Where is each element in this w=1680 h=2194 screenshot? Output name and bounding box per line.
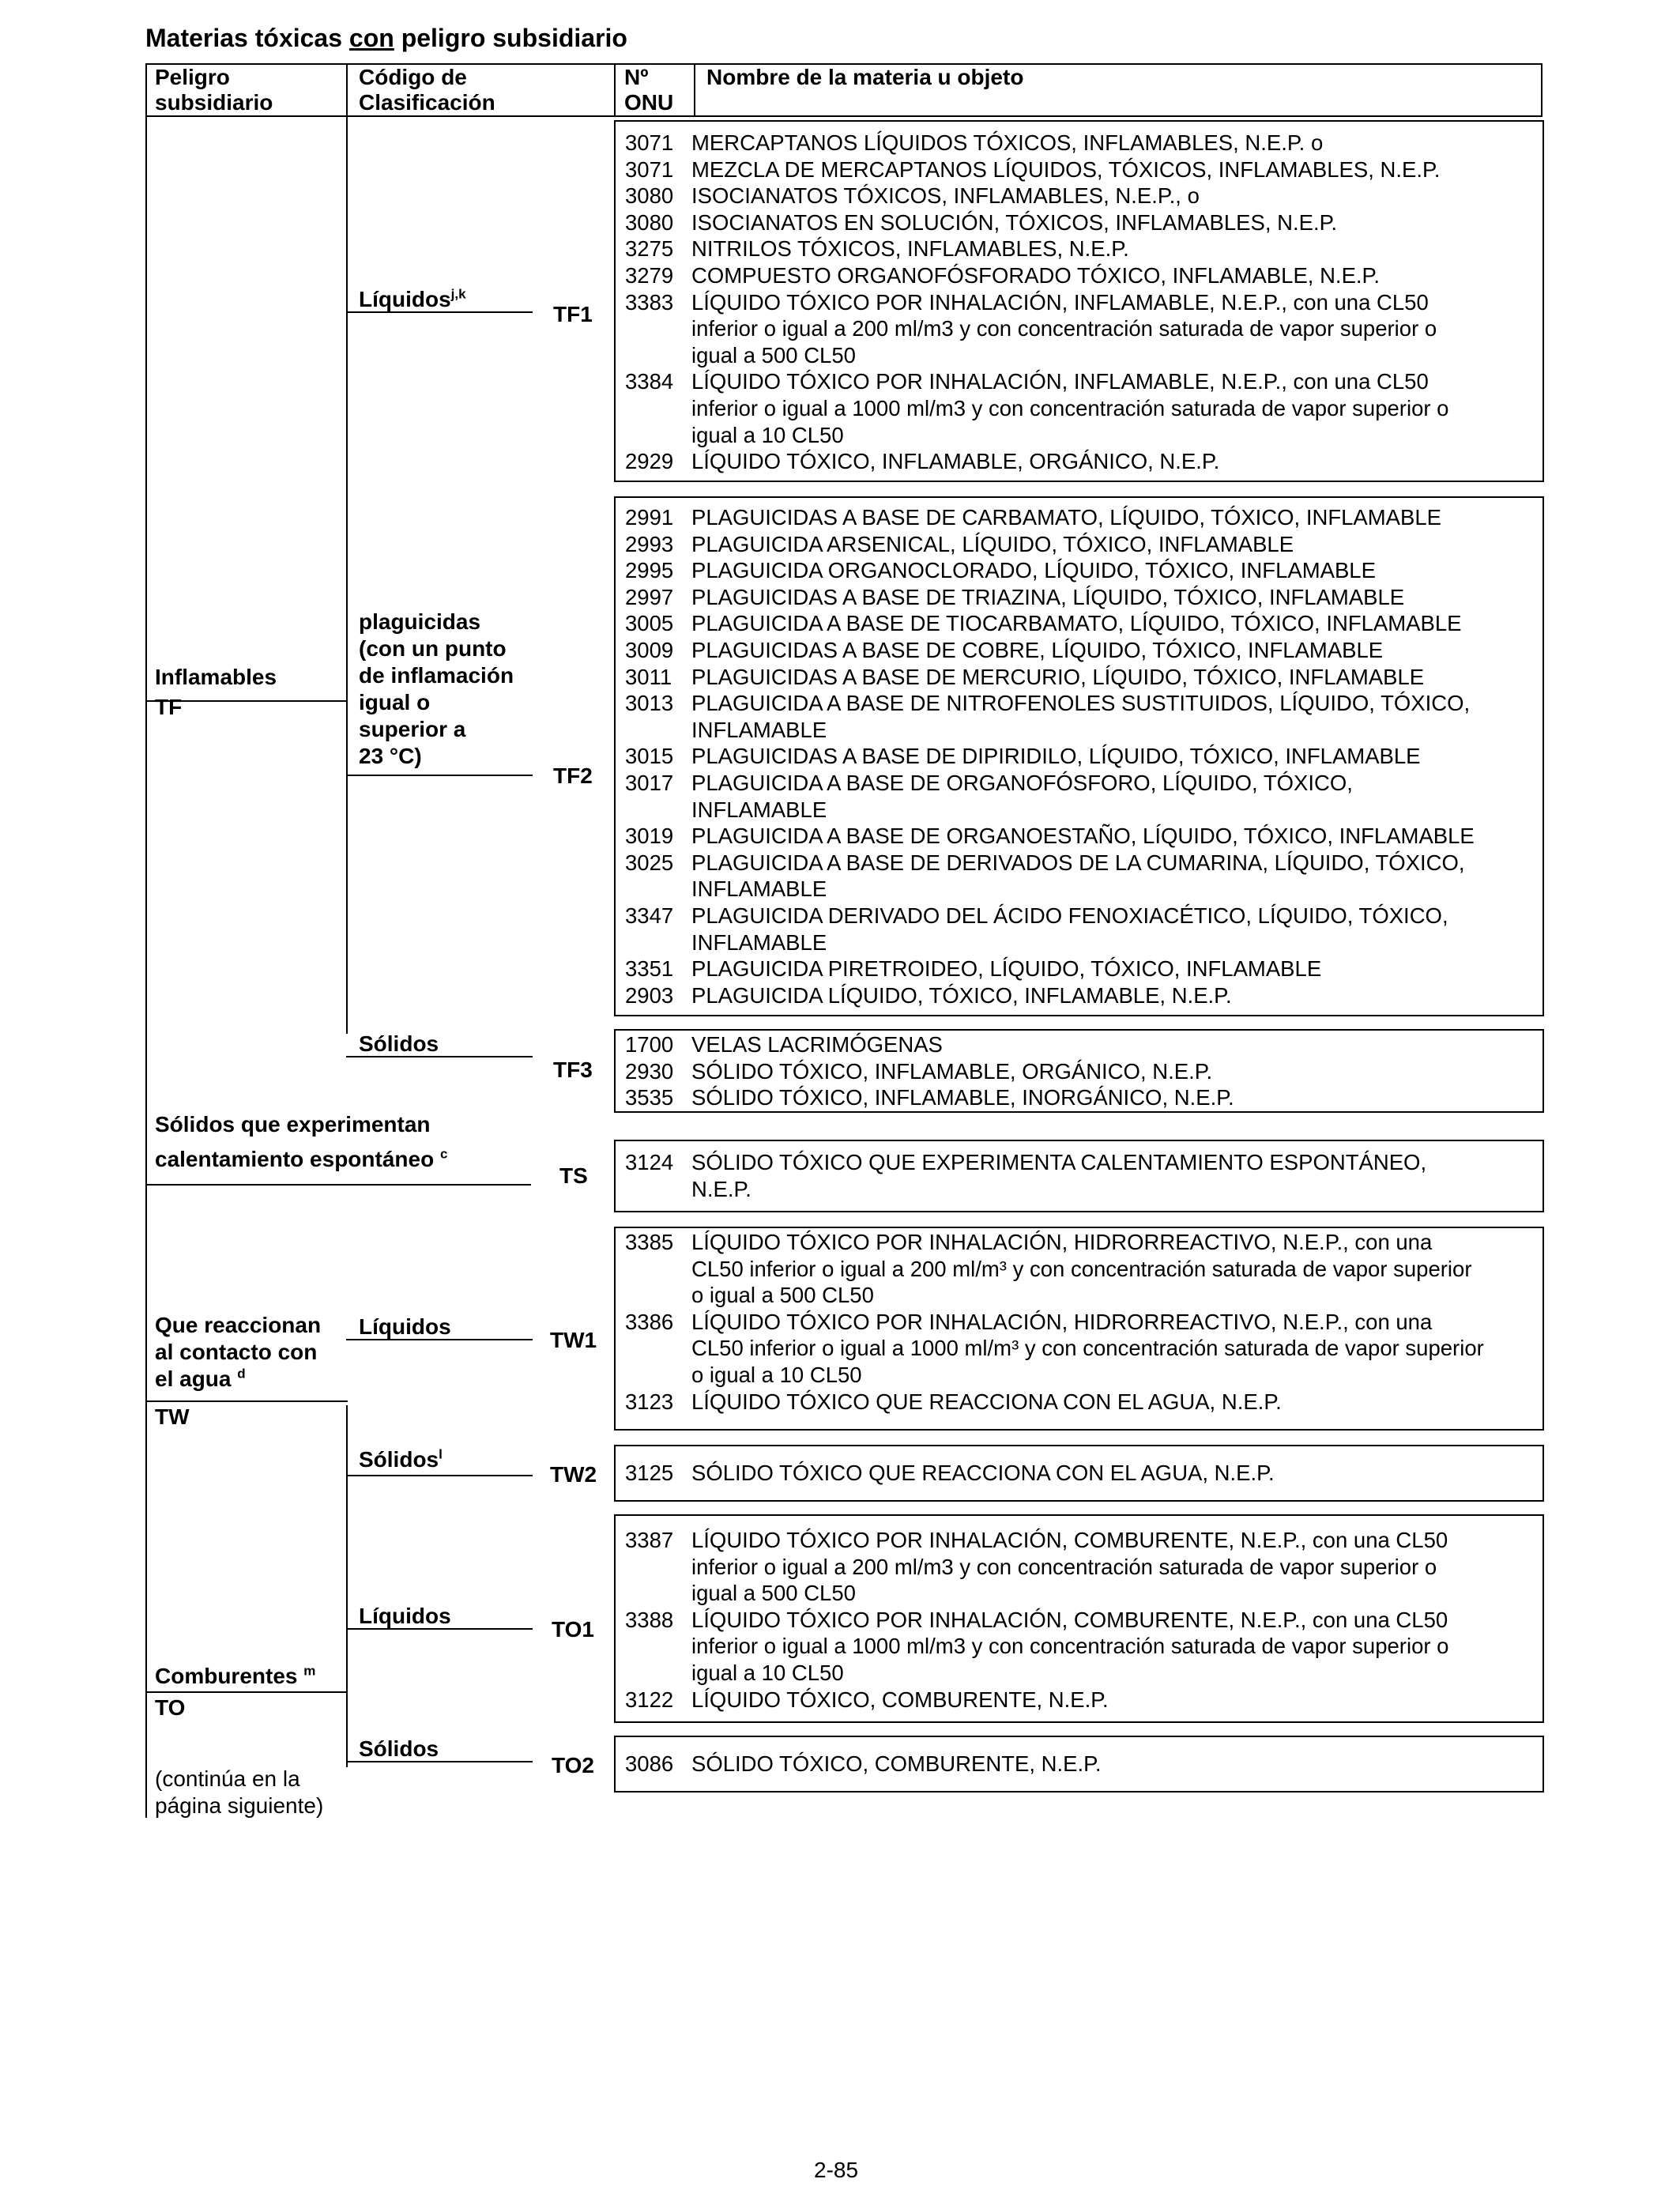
- un-number: 3011: [625, 664, 672, 689]
- substance-name: PLAGUICIDA A BASE DE TIOCARBAMATO, LÍQUIDO, TÓXICO, INFLAMABLE: [691, 611, 1462, 636]
- un-number: 3275: [625, 236, 674, 262]
- un-number: 3071: [625, 156, 674, 182]
- substance-name: inferior o igual a 1000 ml/m3 y con concentración saturada de vapor superior o: [691, 1634, 1449, 1659]
- un-number: 3388: [625, 1607, 674, 1632]
- group-box-tf3: [614, 1029, 1544, 1113]
- header-nombre: Nombre de la materia u objeto: [706, 65, 1024, 89]
- substance-name: INFLAMABLE: [691, 717, 827, 742]
- un-number: 2993: [625, 531, 674, 556]
- header-onu: Nº ONU: [624, 65, 674, 115]
- un-number: 3017: [625, 770, 674, 795]
- header-divider: [346, 63, 348, 117]
- substance-row: [616, 531, 1543, 558]
- code-tw1: TW1: [550, 1328, 597, 1352]
- substance-row: [616, 130, 1543, 156]
- un-number: 3080: [625, 209, 674, 235]
- tree-branch-tf: [346, 117, 348, 1034]
- hazard-label-comburentes: Comburentes $^m$: [155, 1663, 316, 1688]
- un-number: 3122: [625, 1687, 674, 1712]
- hazard-label-agua: Que reaccionan al contacto con el agua $^d$: [155, 1313, 322, 1391]
- un-number: 3125: [625, 1461, 674, 1485]
- substance-name: PLAGUICIDA A BASE DE ORGANOESTAÑO, LÍQUIDO, TÓXICO, INFLAMABLE: [691, 824, 1475, 849]
- hazard-code-tw: TW: [155, 1404, 190, 1429]
- page-number: 2-85: [814, 2158, 859, 2182]
- substance-row: [616, 395, 1543, 422]
- un-number: 3009: [625, 637, 674, 662]
- un-number: 3025: [625, 850, 674, 875]
- group-box-tw1: [614, 1227, 1544, 1431]
- code-tf3: TF3: [553, 1057, 593, 1082]
- sub-label-to2: Sólidos: [359, 1736, 439, 1761]
- substance-name: o igual a 10 CL50: [691, 1362, 862, 1387]
- substance-name: igual a 500 CL50: [691, 1581, 856, 1606]
- substance-name: ISOCIANATOS TÓXICOS, INFLAMABLES, N.E.P., o: [691, 183, 1200, 209]
- substance-name: inferior o igual a 200 ml/m3 y con concentración saturada de vapor superior o: [691, 1554, 1437, 1579]
- substance-name: INFLAMABLE: [691, 929, 827, 955]
- hazard-label-autocalentamiento: Sólidos que experimentan calentamiento espontáneo $^c$: [155, 1112, 448, 1171]
- substance-name: INFLAMABLE: [691, 797, 827, 822]
- un-number: 3124: [625, 1150, 674, 1174]
- group-box-tw2: [614, 1445, 1544, 1502]
- substance-row: [616, 236, 1543, 262]
- substance-name: PLAGUICIDAS A BASE DE CARBAMATO, LÍQUIDO, TÓXICO, INFLAMABLE: [691, 505, 1442, 530]
- un-number: 3385: [625, 1230, 674, 1254]
- un-number: 3351: [625, 956, 674, 982]
- substance-row: [616, 610, 1543, 637]
- substance-name: PLAGUICIDA A BASE DE NITROFENOLES SUSTITUIDOS, LÍQUIDO, TÓXICO,: [691, 691, 1471, 716]
- substance-row: [616, 1031, 1543, 1058]
- group-box-to1: [614, 1514, 1544, 1723]
- substance-name: PLAGUICIDA PIRETROIDEO, LÍQUIDO, TÓXICO, INFLAMABLE: [691, 956, 1322, 982]
- substance-row: [616, 368, 1543, 395]
- hazard-label-inflamables: Inflamables: [155, 665, 277, 689]
- substance-row: [616, 315, 1543, 342]
- un-number: 2995: [625, 558, 674, 583]
- substance-name: PLAGUICIDAS A BASE DE COBRE, LÍQUIDO, TÓXICO, INFLAMABLE: [691, 637, 1384, 662]
- substance-row: [616, 342, 1543, 369]
- un-number: 3383: [625, 289, 674, 315]
- substance-row: [616, 289, 1543, 316]
- substance-row: [616, 448, 1543, 475]
- tree-branch-to: [346, 1687, 348, 1767]
- substance-name: SÓLIDO TÓXICO QUE REACCIONA CON EL AGUA, N.E.P.: [691, 1461, 1275, 1485]
- un-number: 2903: [625, 982, 674, 1008]
- un-number: 3347: [625, 903, 674, 928]
- sub-label-to1: Líquidos: [359, 1604, 451, 1628]
- header-divider: [694, 63, 695, 117]
- substance-row: [616, 1580, 1543, 1607]
- substance-row: [616, 584, 1543, 611]
- substance-name: LÍQUIDO TÓXICO QUE REACCIONA CON EL AGUA, N.E.P.: [691, 1389, 1282, 1414]
- substance-name: LÍQUIDO TÓXICO, INFLAMABLE, ORGÁNICO, N.E.P.: [691, 449, 1220, 474]
- un-number: [616, 717, 691, 744]
- un-number: [616, 422, 691, 449]
- substance-row: [616, 262, 1543, 289]
- un-number: [616, 395, 691, 422]
- sub-label-tf1: Líquidos$^{j,k}$: [359, 286, 466, 311]
- substance-name: PLAGUICIDAS A BASE DE MERCURIO, LÍQUIDO, TÓXICO, INFLAMABLE: [691, 664, 1425, 689]
- sub-label-tw2: Sólidos$^l$: [359, 1446, 443, 1472]
- substance-name: NITRILOS TÓXICOS, INFLAMABLES, N.E.P.: [691, 236, 1129, 262]
- substance-name: inferior o igual a 200 ml/m3 y con concentración saturada de vapor superior o: [691, 316, 1437, 341]
- substance-row: [616, 1335, 1543, 1362]
- un-number: [616, 876, 691, 903]
- substance-row: [616, 1309, 1543, 1336]
- page-title: Materias tóxicas con peligro subsidiario: [145, 24, 627, 52]
- substance-name: igual a 10 CL50: [691, 422, 844, 447]
- substance-name: PLAGUICIDA A BASE DE ORGANOFÓSFORO, LÍQUIDO, TÓXICO,: [691, 770, 1353, 795]
- substance-name: LÍQUIDO TÓXICO POR INHALACIÓN, HIDRORREACTIVO, N.E.P., con una: [691, 1230, 1433, 1254]
- substance-name: LÍQUIDO TÓXICO POR INHALACIÓN, HIDRORREACTIVO, N.E.P., con una: [691, 1309, 1433, 1334]
- substance-row: [616, 1751, 1543, 1777]
- substance-name: LÍQUIDO TÓXICO POR INHALACIÓN, COMBURENTE, N.E.P., con una CL50: [691, 1607, 1448, 1632]
- un-number: 2997: [625, 584, 674, 609]
- hazard-code-to: TO: [155, 1695, 186, 1720]
- un-number: 3071: [625, 130, 674, 155]
- code-ts: TS: [559, 1163, 588, 1188]
- hazard-underline-ts: [145, 1184, 531, 1186]
- header-divider: [614, 63, 616, 117]
- substance-row: [616, 1389, 1543, 1416]
- substance-name: PLAGUICIDA LÍQUIDO, TÓXICO, INFLAMABLE, N.E.P.: [691, 982, 1232, 1008]
- header-codigo: Código de Clasificación: [359, 65, 495, 115]
- substance-row: [616, 1554, 1543, 1581]
- un-number: 3013: [625, 691, 674, 716]
- substance-row: [616, 770, 1543, 797]
- substance-name: SÓLIDO TÓXICO, COMBURENTE, N.E.P.: [691, 1751, 1102, 1776]
- un-number: 1700: [625, 1032, 674, 1057]
- hazard-underline-tw: [145, 1400, 348, 1402]
- un-number: 3279: [625, 262, 674, 288]
- substance-row: [616, 1229, 1543, 1256]
- substance-name: SÓLIDO TÓXICO, INFLAMABLE, INORGÁNICO, N.E.P.: [691, 1085, 1234, 1110]
- substance-row: [616, 664, 1543, 691]
- un-number: [616, 1256, 691, 1283]
- sub-underline-tw2: [346, 1475, 533, 1476]
- un-number: [616, 1335, 691, 1362]
- substance-name: PLAGUICIDAS A BASE DE DIPIRIDILO, LÍQUIDO, TÓXICO, INFLAMABLE: [691, 744, 1421, 769]
- substance-name: COMPUESTO ORGANOFÓSFORADO TÓXICO, INFLAMABLE, N.E.P.: [691, 262, 1380, 288]
- substance-row: [616, 690, 1543, 717]
- substance-row: [616, 1460, 1543, 1487]
- substance-row: [616, 982, 1543, 1009]
- substance-row: [616, 876, 1543, 903]
- sub-label-tw1: Líquidos: [359, 1314, 451, 1339]
- un-number: 3005: [625, 611, 674, 636]
- substance-name: PLAGUICIDA A BASE DE DERIVADOS DE LA CUMARINA, LÍQUIDO, TÓXICO,: [691, 850, 1465, 875]
- substance-name: SÓLIDO TÓXICO, INFLAMABLE, ORGÁNICO, N.E.P.: [691, 1058, 1213, 1084]
- substance-name: N.E.P.: [691, 1176, 751, 1201]
- substance-name: inferior o igual a 1000 ml/m3 y con concentración saturada de vapor superior o: [691, 395, 1449, 420]
- substance-row: [616, 1058, 1543, 1085]
- substance-row: [616, 1660, 1543, 1687]
- substance-row: [616, 929, 1543, 956]
- substance-name: igual a 500 CL50: [691, 342, 856, 368]
- group-box-ts: [614, 1140, 1544, 1212]
- code-tf1: TF1: [553, 302, 593, 326]
- substance-name: CL50 inferior o igual a 200 ml/m³ y con concentración saturada de vapor superior: [691, 1256, 1472, 1281]
- substance-row: [616, 823, 1543, 850]
- substance-row: [616, 156, 1543, 183]
- substance-row: [616, 1176, 1543, 1203]
- un-number: 3386: [625, 1309, 674, 1334]
- un-number: [616, 1554, 691, 1581]
- substance-name: SÓLIDO TÓXICO QUE EXPERIMENTA CALENTAMIENTO ESPONTÁNEO,: [691, 1150, 1427, 1174]
- group-box-to2: [614, 1736, 1544, 1793]
- un-number: 2991: [625, 505, 674, 530]
- header-peligro: Peligro subsidiario: [155, 65, 273, 115]
- substance-row: [616, 1687, 1543, 1713]
- un-number: 3086: [625, 1751, 674, 1776]
- substance-row: [616, 903, 1543, 929]
- substance-name: PLAGUICIDA ORGANOCLORADO, LÍQUIDO, TÓXICO, INFLAMABLE: [691, 558, 1376, 583]
- substance-name: LÍQUIDO TÓXICO, COMBURENTE, N.E.P.: [691, 1687, 1109, 1712]
- substance-name: MERCAPTANOS LÍQUIDOS TÓXICOS, INFLAMABLES, N.E.P. o: [691, 130, 1324, 155]
- un-number: [616, 797, 691, 824]
- substance-row: [616, 1282, 1543, 1309]
- substance-name: CL50 inferior o igual a 1000 ml/m³ y con concentración saturada de vapor superior: [691, 1336, 1484, 1361]
- continuation-note: (continúa en la página siguiente): [155, 1766, 324, 1818]
- sub-label-tf2: plaguicidas (con un punto de inflamación igual o superior a 23 °C): [359, 609, 514, 768]
- group-box-tf2: [614, 496, 1544, 1016]
- un-number: 3123: [625, 1389, 674, 1414]
- substance-name: PLAGUICIDA DERIVADO DEL ÁCIDO FENOXIACÉTICO, LÍQUIDO, TÓXICO,: [691, 903, 1448, 928]
- un-number: [616, 315, 691, 342]
- substance-row: [616, 504, 1543, 531]
- substance-row: [616, 637, 1543, 664]
- un-number: 3535: [625, 1085, 674, 1110]
- substance-row: [616, 1607, 1543, 1634]
- tree-main-line: [145, 117, 147, 1818]
- substance-name: MEZCLA DE MERCAPTANOS LÍQUIDOS, TÓXICOS, INFLAMABLES, N.E.P.: [691, 156, 1441, 182]
- substance-name: LÍQUIDO TÓXICO POR INHALACIÓN, INFLAMABLE, N.E.P., con una CL50: [691, 289, 1429, 315]
- substance-name: INFLAMABLE: [691, 876, 827, 902]
- substance-row: [616, 1256, 1543, 1283]
- substance-row: [616, 183, 1543, 209]
- hazard-underline-to: [145, 1691, 348, 1693]
- substance-row: [616, 956, 1543, 982]
- substance-row: [616, 1362, 1543, 1389]
- un-number: [616, 1176, 691, 1203]
- substance-name: PLAGUICIDAS A BASE DE TRIAZINA, LÍQUIDO, TÓXICO, INFLAMABLE: [691, 584, 1405, 609]
- substance-name: LÍQUIDO TÓXICO POR INHALACIÓN, COMBURENTE, N.E.P., con una CL50: [691, 1528, 1448, 1552]
- substance-row: [616, 743, 1543, 770]
- un-number: [616, 1282, 691, 1309]
- un-number: 2929: [625, 449, 674, 474]
- group-box-tf1: [614, 120, 1544, 482]
- un-number: [616, 1633, 691, 1660]
- un-number: [616, 1660, 691, 1687]
- substance-row: [616, 1149, 1543, 1176]
- un-number: 3080: [625, 183, 674, 209]
- sub-label-tf3: Sólidos: [359, 1031, 439, 1056]
- substance-name: ISOCIANATOS EN SOLUCIÓN, TÓXICOS, INFLAMABLES, N.E.P.: [691, 209, 1338, 235]
- un-number: [616, 1580, 691, 1607]
- substance-row: [616, 1527, 1543, 1554]
- substance-row: [616, 557, 1543, 584]
- un-number: 3387: [625, 1528, 674, 1552]
- substance-row: [616, 1084, 1543, 1111]
- un-number: 3019: [625, 824, 674, 849]
- un-number: 3015: [625, 744, 674, 769]
- substance-name: LÍQUIDO TÓXICO POR INHALACIÓN, INFLAMABLE, N.E.P., con una CL50: [691, 369, 1429, 394]
- sub-underline-tf2: [346, 775, 533, 776]
- un-number: 2930: [625, 1058, 674, 1084]
- code-to1: TO1: [552, 1617, 594, 1642]
- un-number: [616, 342, 691, 369]
- substance-name: o igual a 500 CL50: [691, 1283, 874, 1308]
- code-tf2: TF2: [553, 763, 593, 788]
- un-number: [616, 929, 691, 956]
- substance-row: [616, 1633, 1543, 1660]
- substance-row: [616, 209, 1543, 236]
- code-tw2: TW2: [550, 1462, 597, 1487]
- hazard-code-tf: TF: [155, 695, 183, 719]
- substance-name: igual a 10 CL50: [691, 1660, 844, 1685]
- substance-row: [616, 850, 1543, 876]
- un-number: 3384: [625, 369, 674, 394]
- substance-row: [616, 797, 1543, 824]
- substance-row: [616, 717, 1543, 744]
- substance-row: [616, 422, 1543, 449]
- substance-name: VELAS LACRIMÓGENAS: [691, 1032, 943, 1057]
- code-to2: TO2: [552, 1753, 594, 1777]
- un-number: [616, 1362, 691, 1389]
- substance-name: PLAGUICIDA ARSENICAL, LÍQUIDO, TÓXICO, INFLAMABLE: [691, 531, 1294, 556]
